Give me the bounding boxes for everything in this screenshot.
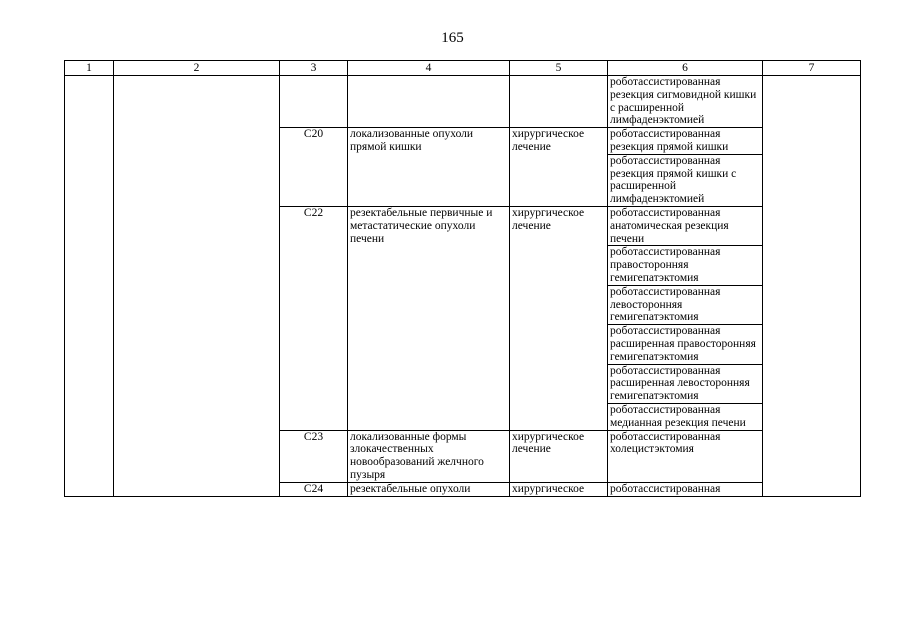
cell-method: роботассистированная резекция сигмовидной кишки с расширенной лимфаденэктомией: [608, 76, 763, 128]
cell-code: C24: [280, 482, 348, 496]
column-header-3: 3: [280, 61, 348, 76]
cell-diagnosis: локализованные формы злокачественных новообразований желчного пузыря: [348, 430, 510, 482]
cell-method: роботассистированная расширенная левосторонняя гемигепатэктомия: [608, 364, 763, 403]
cell-method: роботассистированная анатомическая резекция печени: [608, 206, 763, 245]
column-header-6: 6: [608, 61, 763, 76]
cell-method: роботассистированная: [608, 482, 763, 496]
cell-diagnosis: [348, 76, 510, 128]
cell-method: роботассистированная холецистэктомия: [608, 430, 763, 482]
cell-method: роботассистированная резекция прямой кишки с расширенной лимфаденэктомией: [608, 154, 763, 206]
cell-col2-blank: [114, 76, 280, 497]
cell-treatment: хирургическое лечение: [510, 430, 608, 482]
table-body: [65, 76, 861, 497]
cell-method: роботассистированная левосторонняя гемигепатэктомия: [608, 285, 763, 324]
column-header-5: 5: [510, 61, 608, 76]
table-row: [65, 76, 861, 128]
cell-method: роботассистированная медианная резекция печени: [608, 403, 763, 430]
cell-method: роботассистированная резекция прямой кишки: [608, 128, 763, 155]
cell-code: C22: [280, 206, 348, 430]
cell-treatment: хирургическое лечение: [510, 206, 608, 430]
cell-diagnosis: резектабельные первичные и метастатические опухоли печени: [348, 206, 510, 430]
cell-method: роботассистированная расширенная правосторонняя гемигепатэктомия: [608, 325, 763, 364]
column-header-2: 2: [114, 61, 280, 76]
column-header-4: 4: [348, 61, 510, 76]
page-number: 165: [441, 30, 464, 46]
cell-diagnosis: локализованные опухоли прямой кишки: [348, 128, 510, 207]
column-header-7: 7: [763, 61, 861, 76]
medical-procedures-table: [64, 60, 861, 497]
cell-treatment: [510, 76, 608, 128]
column-header-1: 1: [65, 61, 114, 76]
cell-diagnosis: резектабельные опухоли: [348, 482, 510, 496]
cell-col1-blank: [65, 76, 114, 497]
cell-treatment: хирургическое лечение: [510, 128, 608, 207]
cell-code: [280, 76, 348, 128]
header-row: [65, 61, 861, 76]
table-header: [65, 61, 861, 76]
cell-code: C23: [280, 430, 348, 482]
cell-method: роботассистированная правосторонняя гемигепатэктомия: [608, 246, 763, 285]
cell-code: C20: [280, 128, 348, 207]
cell-treatment: хирургическое: [510, 482, 608, 496]
cell-col7-blank: [763, 76, 861, 497]
